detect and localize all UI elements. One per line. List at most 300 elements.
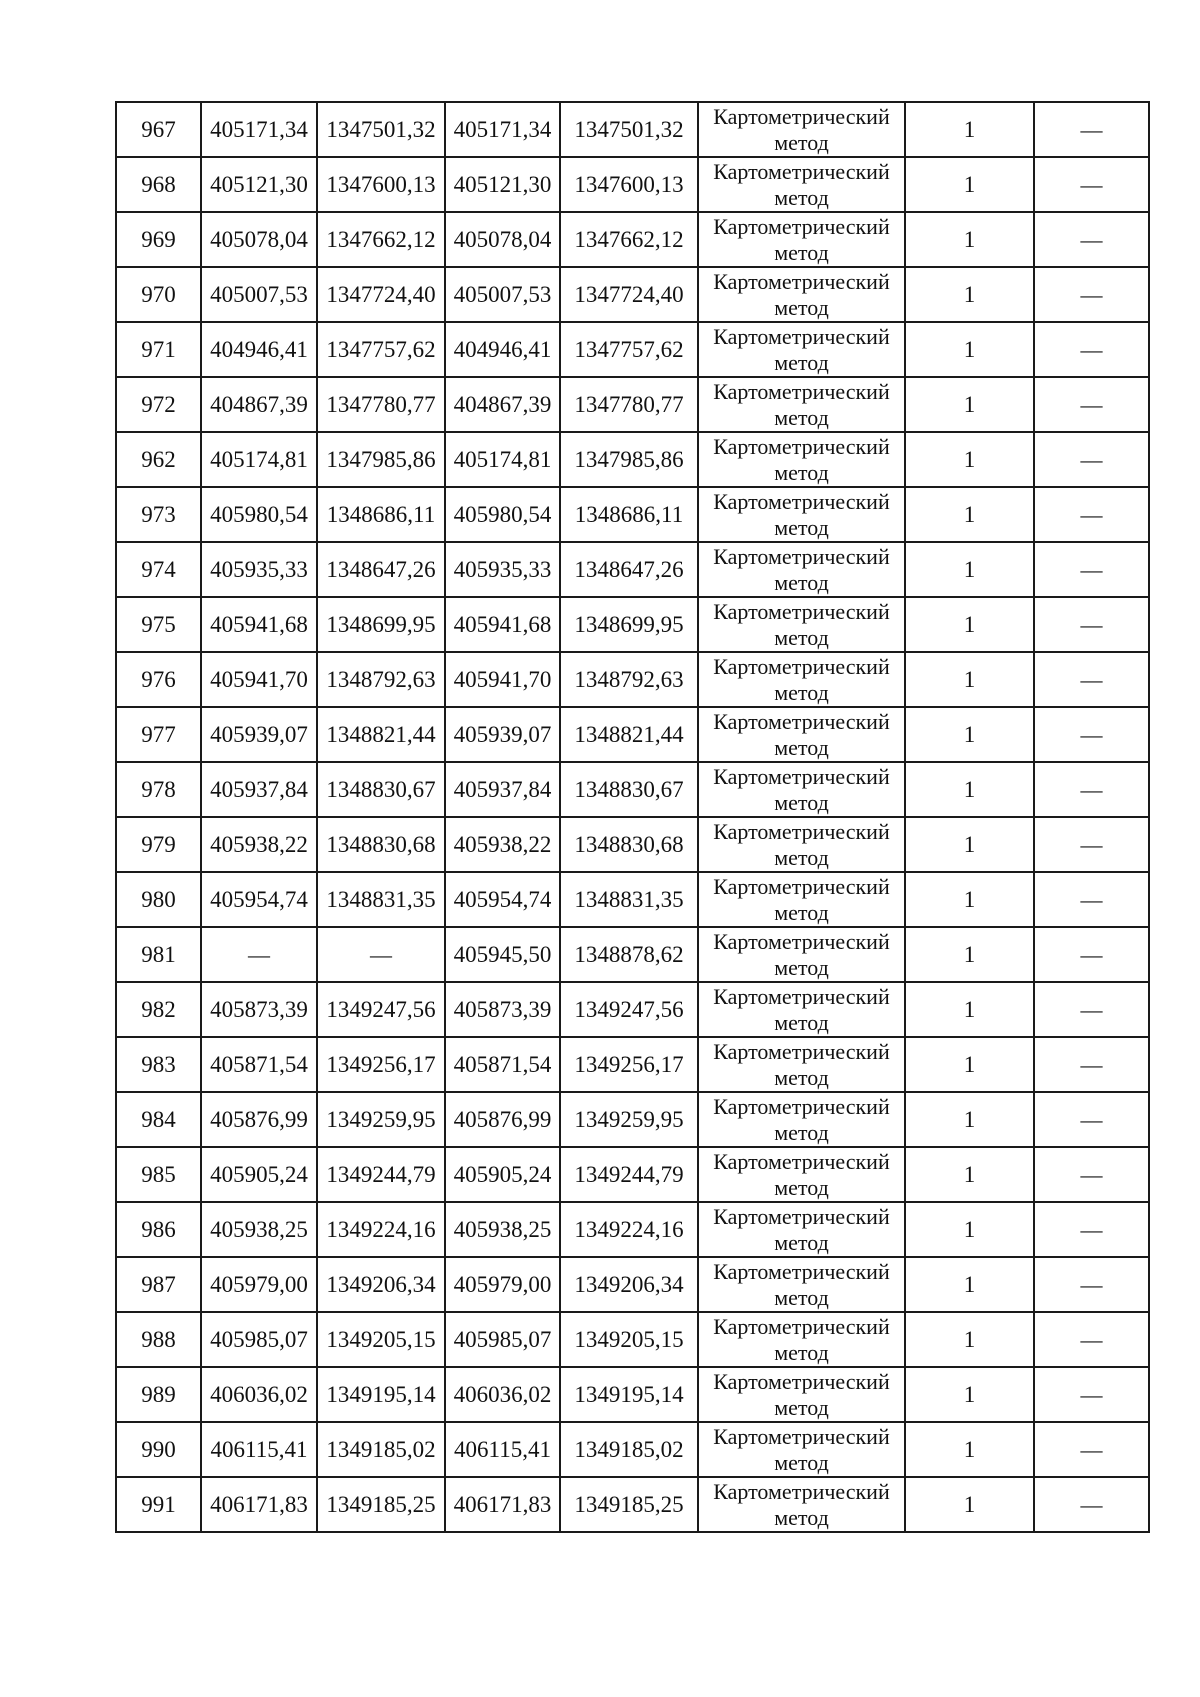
refined-y-text: 1348878,62 bbox=[574, 942, 684, 967]
refined-x-text: 405905,24 bbox=[453, 1162, 552, 1187]
existing-y-cell bbox=[317, 597, 445, 652]
method-line-1: Картометрический bbox=[713, 1478, 890, 1504]
accuracy-cell bbox=[905, 102, 1034, 157]
note-cell bbox=[1034, 157, 1149, 212]
refined-y-text: 1348821,44 bbox=[574, 722, 684, 747]
existing-y-cell bbox=[317, 1477, 445, 1532]
method-line-2: метод bbox=[774, 1449, 829, 1475]
point-number-text: 980 bbox=[141, 887, 176, 912]
point-number-text: 962 bbox=[141, 447, 176, 472]
note-text: — bbox=[1080, 447, 1103, 472]
table-row bbox=[116, 322, 1149, 377]
refined-x-cell bbox=[445, 652, 560, 707]
note-text: — bbox=[1080, 777, 1103, 802]
table-body bbox=[116, 102, 1149, 1532]
point-number-text: 977 bbox=[141, 722, 176, 747]
refined-y-cell bbox=[560, 817, 698, 872]
accuracy-cell bbox=[905, 542, 1034, 597]
existing-y-cell bbox=[317, 762, 445, 817]
method-line-2: метод bbox=[774, 1229, 829, 1255]
existing-y-cell bbox=[317, 432, 445, 487]
existing-y-text: 1349185,02 bbox=[326, 1437, 436, 1462]
existing-x-text: 405937,84 bbox=[210, 777, 308, 802]
existing-x-cell bbox=[201, 1202, 317, 1257]
refined-y-cell bbox=[560, 212, 698, 267]
method-line-2: метод bbox=[774, 1064, 829, 1090]
point-number-cell bbox=[116, 707, 201, 762]
table-row bbox=[116, 817, 1149, 872]
refined-y-cell bbox=[560, 707, 698, 762]
existing-y-text: 1349247,56 bbox=[326, 997, 436, 1022]
existing-y-cell bbox=[317, 377, 445, 432]
point-number-cell bbox=[116, 267, 201, 322]
method-line-2: метод bbox=[774, 1284, 829, 1310]
table-row bbox=[116, 982, 1149, 1037]
method-line-2: метод bbox=[774, 624, 829, 650]
method-line-2: метод bbox=[774, 404, 829, 430]
existing-y-text: — bbox=[370, 942, 392, 967]
existing-x-text: 406171,83 bbox=[210, 1492, 308, 1517]
existing-y-text: 1349224,16 bbox=[326, 1217, 436, 1242]
point-number-cell bbox=[116, 1257, 201, 1312]
refined-y-cell bbox=[560, 432, 698, 487]
refined-y-text: 1349185,25 bbox=[574, 1492, 684, 1517]
existing-y-text: 1349206,34 bbox=[326, 1272, 436, 1297]
note-text: — bbox=[1080, 557, 1103, 582]
existing-y-cell bbox=[317, 982, 445, 1037]
method-line-1: Картометрический bbox=[713, 818, 890, 844]
accuracy-text: 1 bbox=[963, 667, 976, 692]
refined-x-cell bbox=[445, 817, 560, 872]
existing-y-cell bbox=[317, 652, 445, 707]
existing-y-cell bbox=[317, 1367, 445, 1422]
refined-x-cell bbox=[445, 1037, 560, 1092]
accuracy-text: 1 bbox=[963, 612, 976, 637]
point-number-cell bbox=[116, 1367, 201, 1422]
accuracy-text: 1 bbox=[963, 337, 976, 362]
existing-x-cell bbox=[201, 1037, 317, 1092]
point-number-cell bbox=[116, 982, 201, 1037]
refined-x-text: 405121,30 bbox=[453, 172, 552, 197]
note-text: — bbox=[1080, 1217, 1103, 1242]
method-cell bbox=[698, 762, 905, 817]
existing-x-text: 405954,74 bbox=[210, 887, 308, 912]
existing-x-text: 405939,07 bbox=[210, 722, 308, 747]
refined-y-cell bbox=[560, 102, 698, 157]
accuracy-text: 1 bbox=[963, 557, 976, 582]
method-cell bbox=[698, 1312, 905, 1367]
refined-y-text: 1348831,35 bbox=[574, 887, 684, 912]
method-cell bbox=[698, 1147, 905, 1202]
existing-y-cell bbox=[317, 1202, 445, 1257]
method-line-2: метод bbox=[774, 1009, 829, 1035]
refined-y-cell bbox=[560, 157, 698, 212]
table-row bbox=[116, 267, 1149, 322]
existing-x-cell bbox=[201, 157, 317, 212]
method-line-2: метод bbox=[774, 1339, 829, 1365]
point-number-cell bbox=[116, 762, 201, 817]
refined-y-text: 1349256,17 bbox=[574, 1052, 684, 1077]
existing-x-text: 405935,33 bbox=[210, 557, 308, 582]
existing-y-cell bbox=[317, 267, 445, 322]
existing-x-text: 405078,04 bbox=[210, 227, 308, 252]
refined-x-text: 406036,02 bbox=[453, 1382, 552, 1407]
table-row bbox=[116, 102, 1149, 157]
refined-y-text: 1347757,62 bbox=[574, 337, 684, 362]
accuracy-text: 1 bbox=[963, 502, 976, 527]
note-cell bbox=[1034, 597, 1149, 652]
method-cell bbox=[698, 1037, 905, 1092]
existing-x-text: 405121,30 bbox=[210, 172, 308, 197]
accuracy-cell bbox=[905, 432, 1034, 487]
existing-x-cell bbox=[201, 982, 317, 1037]
note-text: — bbox=[1080, 887, 1103, 912]
refined-y-cell bbox=[560, 1147, 698, 1202]
existing-y-text: 1349185,25 bbox=[326, 1492, 436, 1517]
existing-x-text: 404946,41 bbox=[210, 337, 308, 362]
accuracy-cell bbox=[905, 817, 1034, 872]
refined-y-cell bbox=[560, 487, 698, 542]
existing-x-cell bbox=[201, 212, 317, 267]
method-cell bbox=[698, 377, 905, 432]
existing-x-cell bbox=[201, 927, 317, 982]
existing-y-text: 1348792,63 bbox=[326, 667, 436, 692]
note-cell bbox=[1034, 487, 1149, 542]
note-text: — bbox=[1080, 1052, 1103, 1077]
refined-y-cell bbox=[560, 1367, 698, 1422]
refined-x-cell bbox=[445, 1147, 560, 1202]
method-line-2: метод bbox=[774, 1119, 829, 1145]
existing-x-cell bbox=[201, 1312, 317, 1367]
refined-y-text: 1347662,12 bbox=[574, 227, 684, 252]
method-line-1: Картометрический bbox=[713, 1093, 890, 1119]
table-row bbox=[116, 1202, 1149, 1257]
note-cell bbox=[1034, 377, 1149, 432]
refined-x-text: 406171,83 bbox=[453, 1492, 552, 1517]
method-line-1: Картометрический bbox=[713, 598, 890, 624]
note-text: — bbox=[1080, 282, 1103, 307]
note-text: — bbox=[1080, 502, 1103, 527]
existing-y-cell bbox=[317, 1147, 445, 1202]
point-number-cell bbox=[116, 102, 201, 157]
method-line-1: Картометрический bbox=[713, 1423, 890, 1449]
method-line-1: Картометрический bbox=[713, 763, 890, 789]
refined-x-cell bbox=[445, 1422, 560, 1477]
accuracy-cell bbox=[905, 1477, 1034, 1532]
point-number-text: 991 bbox=[141, 1492, 176, 1517]
refined-x-cell bbox=[445, 1092, 560, 1147]
existing-y-cell bbox=[317, 102, 445, 157]
accuracy-text: 1 bbox=[963, 1327, 976, 1352]
point-number-cell bbox=[116, 542, 201, 597]
existing-y-text: 1347600,13 bbox=[326, 172, 436, 197]
accuracy-text: 1 bbox=[963, 282, 976, 307]
method-line-2: метод bbox=[774, 1504, 829, 1530]
accuracy-text: 1 bbox=[963, 997, 976, 1022]
existing-y-cell bbox=[317, 1312, 445, 1367]
existing-y-text: 1349195,14 bbox=[326, 1382, 436, 1407]
point-number-cell bbox=[116, 1422, 201, 1477]
method-cell bbox=[698, 1257, 905, 1312]
accuracy-text: 1 bbox=[963, 942, 976, 967]
method-line-2: метод bbox=[774, 129, 829, 155]
existing-x-text: 405174,81 bbox=[210, 447, 308, 472]
existing-y-cell bbox=[317, 1037, 445, 1092]
existing-y-text: 1348831,35 bbox=[326, 887, 436, 912]
existing-x-text: 405938,25 bbox=[210, 1217, 308, 1242]
method-line-1: Картометрический bbox=[713, 1313, 890, 1339]
existing-x-text: 405941,70 bbox=[210, 667, 308, 692]
point-number-text: 987 bbox=[141, 1272, 176, 1297]
method-cell bbox=[698, 597, 905, 652]
point-number-cell bbox=[116, 597, 201, 652]
point-number-cell bbox=[116, 1312, 201, 1367]
existing-y-text: 1348699,95 bbox=[326, 612, 436, 637]
existing-x-text: 405985,07 bbox=[210, 1327, 308, 1352]
note-text: — bbox=[1080, 722, 1103, 747]
refined-y-text: 1349259,95 bbox=[574, 1107, 684, 1132]
refined-x-cell bbox=[445, 542, 560, 597]
existing-y-text: 1349256,17 bbox=[326, 1052, 436, 1077]
note-text: — bbox=[1080, 612, 1103, 637]
note-cell bbox=[1034, 927, 1149, 982]
refined-x-cell bbox=[445, 927, 560, 982]
method-cell bbox=[698, 157, 905, 212]
accuracy-cell bbox=[905, 1367, 1034, 1422]
point-number-cell bbox=[116, 212, 201, 267]
refined-y-cell bbox=[560, 267, 698, 322]
existing-x-text: 405873,39 bbox=[210, 997, 308, 1022]
method-line-1: Картометрический bbox=[713, 708, 890, 734]
coordinates-table bbox=[115, 101, 1150, 1533]
point-number-text: 978 bbox=[141, 777, 176, 802]
note-text: — bbox=[1080, 117, 1103, 142]
method-line-1: Картометрический bbox=[713, 378, 890, 404]
refined-x-text: 404867,39 bbox=[453, 392, 552, 417]
existing-y-cell bbox=[317, 322, 445, 377]
note-cell bbox=[1034, 212, 1149, 267]
existing-y-cell bbox=[317, 212, 445, 267]
existing-x-text: 404867,39 bbox=[210, 392, 308, 417]
existing-x-text: 405979,00 bbox=[210, 1272, 308, 1297]
method-line-1: Картометрический bbox=[713, 488, 890, 514]
accuracy-cell bbox=[905, 597, 1034, 652]
method-line-2: метод bbox=[774, 349, 829, 375]
method-line-2: метод bbox=[774, 239, 829, 265]
point-number-cell bbox=[116, 872, 201, 927]
method-line-2: метод bbox=[774, 294, 829, 320]
method-cell bbox=[698, 542, 905, 597]
method-cell bbox=[698, 1202, 905, 1257]
existing-y-cell bbox=[317, 1422, 445, 1477]
refined-x-text: 405876,99 bbox=[453, 1107, 552, 1132]
note-text: — bbox=[1080, 1382, 1103, 1407]
refined-y-cell bbox=[560, 982, 698, 1037]
method-cell bbox=[698, 1422, 905, 1477]
note-cell bbox=[1034, 872, 1149, 927]
existing-x-text: 405871,54 bbox=[210, 1052, 308, 1077]
existing-y-text: 1349205,15 bbox=[326, 1327, 436, 1352]
method-line-1: Картометрический bbox=[713, 928, 890, 954]
existing-x-cell bbox=[201, 1147, 317, 1202]
note-text: — bbox=[1080, 1162, 1103, 1187]
note-cell bbox=[1034, 817, 1149, 872]
refined-y-cell bbox=[560, 1257, 698, 1312]
existing-y-cell bbox=[317, 542, 445, 597]
point-number-cell bbox=[116, 1092, 201, 1147]
note-text: — bbox=[1080, 337, 1103, 362]
method-line-2: метод bbox=[774, 514, 829, 540]
accuracy-text: 1 bbox=[963, 1272, 976, 1297]
refined-x-text: 405941,68 bbox=[453, 612, 552, 637]
existing-y-cell bbox=[317, 487, 445, 542]
method-cell bbox=[698, 707, 905, 762]
point-number-cell bbox=[116, 1477, 201, 1532]
method-cell bbox=[698, 1477, 905, 1532]
refined-y-text: 1347600,13 bbox=[574, 172, 684, 197]
existing-y-cell bbox=[317, 157, 445, 212]
refined-y-cell bbox=[560, 597, 698, 652]
note-cell bbox=[1034, 102, 1149, 157]
refined-x-text: 404946,41 bbox=[453, 337, 552, 362]
method-cell bbox=[698, 487, 905, 542]
refined-x-cell bbox=[445, 1367, 560, 1422]
existing-x-cell bbox=[201, 707, 317, 762]
accuracy-text: 1 bbox=[963, 1162, 976, 1187]
refined-y-text: 1349195,14 bbox=[574, 1382, 684, 1407]
refined-x-cell bbox=[445, 982, 560, 1037]
refined-x-text: 405954,74 bbox=[453, 887, 552, 912]
existing-x-text: 405007,53 bbox=[210, 282, 308, 307]
method-line-2: метод bbox=[774, 789, 829, 815]
method-line-2: метод bbox=[774, 844, 829, 870]
refined-x-cell bbox=[445, 762, 560, 817]
method-line-2: метод bbox=[774, 1174, 829, 1200]
existing-y-cell bbox=[317, 1092, 445, 1147]
refined-y-text: 1349205,15 bbox=[574, 1327, 684, 1352]
method-line-1: Картометрический bbox=[713, 1368, 890, 1394]
refined-x-cell bbox=[445, 487, 560, 542]
existing-x-text: 405938,22 bbox=[210, 832, 308, 857]
point-number-text: 984 bbox=[141, 1107, 176, 1132]
method-line-1: Картометрический bbox=[713, 653, 890, 679]
accuracy-cell bbox=[905, 1092, 1034, 1147]
refined-y-cell bbox=[560, 1477, 698, 1532]
method-line-2: метод bbox=[774, 899, 829, 925]
existing-x-cell bbox=[201, 817, 317, 872]
existing-y-text: 1347985,86 bbox=[326, 447, 436, 472]
existing-x-cell bbox=[201, 1422, 317, 1477]
refined-x-text: 405985,07 bbox=[453, 1327, 552, 1352]
existing-y-cell bbox=[317, 817, 445, 872]
refined-x-text: 405941,70 bbox=[453, 667, 552, 692]
existing-x-cell bbox=[201, 597, 317, 652]
accuracy-text: 1 bbox=[963, 227, 976, 252]
existing-y-text: 1348686,11 bbox=[326, 502, 436, 527]
table-row bbox=[116, 432, 1149, 487]
note-cell bbox=[1034, 982, 1149, 1037]
refined-y-text: 1348830,67 bbox=[574, 777, 684, 802]
note-text: — bbox=[1080, 392, 1103, 417]
existing-x-cell bbox=[201, 377, 317, 432]
refined-x-text: 406115,41 bbox=[454, 1437, 551, 1462]
point-number-cell bbox=[116, 1037, 201, 1092]
point-number-text: 979 bbox=[141, 832, 176, 857]
table-row bbox=[116, 542, 1149, 597]
accuracy-text: 1 bbox=[963, 887, 976, 912]
refined-x-text: 405871,54 bbox=[453, 1052, 552, 1077]
existing-x-cell bbox=[201, 1092, 317, 1147]
table-row bbox=[116, 597, 1149, 652]
refined-y-cell bbox=[560, 322, 698, 377]
method-line-2: метод bbox=[774, 569, 829, 595]
point-number-text: 974 bbox=[141, 557, 176, 582]
refined-x-text: 405171,34 bbox=[453, 117, 552, 142]
table-row bbox=[116, 707, 1149, 762]
existing-x-cell bbox=[201, 542, 317, 597]
accuracy-cell bbox=[905, 377, 1034, 432]
existing-x-cell bbox=[201, 1367, 317, 1422]
point-number-text: 970 bbox=[141, 282, 176, 307]
refined-y-text: 1349224,16 bbox=[574, 1217, 684, 1242]
note-text: — bbox=[1080, 1327, 1103, 1352]
refined-x-text: 405979,00 bbox=[453, 1272, 552, 1297]
refined-y-cell bbox=[560, 1422, 698, 1477]
refined-x-text: 405937,84 bbox=[453, 777, 552, 802]
method-line-2: метод bbox=[774, 954, 829, 980]
existing-y-text: 1348830,68 bbox=[326, 832, 436, 857]
refined-x-cell bbox=[445, 267, 560, 322]
note-text: — bbox=[1080, 1492, 1103, 1517]
note-cell bbox=[1034, 1147, 1149, 1202]
method-line-1: Картометрический bbox=[713, 103, 890, 129]
note-cell bbox=[1034, 1367, 1149, 1422]
note-text: — bbox=[1080, 227, 1103, 252]
existing-x-cell bbox=[201, 1477, 317, 1532]
note-cell bbox=[1034, 1202, 1149, 1257]
existing-x-cell bbox=[201, 872, 317, 927]
method-cell bbox=[698, 817, 905, 872]
note-cell bbox=[1034, 322, 1149, 377]
refined-y-cell bbox=[560, 542, 698, 597]
table-row bbox=[116, 377, 1149, 432]
point-number-text: 976 bbox=[141, 667, 176, 692]
accuracy-text: 1 bbox=[963, 1437, 976, 1462]
accuracy-text: 1 bbox=[963, 1107, 976, 1132]
accuracy-cell bbox=[905, 927, 1034, 982]
existing-y-text: 1348647,26 bbox=[326, 557, 436, 582]
method-cell bbox=[698, 652, 905, 707]
refined-y-text: 1348830,68 bbox=[574, 832, 684, 857]
note-cell bbox=[1034, 1422, 1149, 1477]
refined-y-text: 1347985,86 bbox=[574, 447, 684, 472]
table-row bbox=[116, 1367, 1149, 1422]
existing-y-text: 1347780,77 bbox=[326, 392, 436, 417]
point-number-cell bbox=[116, 377, 201, 432]
method-line-1: Картометрический bbox=[713, 433, 890, 459]
method-line-1: Картометрический bbox=[713, 543, 890, 569]
existing-x-text: 405876,99 bbox=[210, 1107, 308, 1132]
refined-x-text: 405980,54 bbox=[453, 502, 552, 527]
existing-y-text: 1349244,79 bbox=[326, 1162, 436, 1187]
refined-y-cell bbox=[560, 1202, 698, 1257]
table-row bbox=[116, 157, 1149, 212]
accuracy-text: 1 bbox=[963, 1217, 976, 1242]
accuracy-text: 1 bbox=[963, 392, 976, 417]
method-line-1: Картометрический bbox=[713, 323, 890, 349]
point-number-text: 973 bbox=[141, 502, 176, 527]
refined-x-cell bbox=[445, 872, 560, 927]
